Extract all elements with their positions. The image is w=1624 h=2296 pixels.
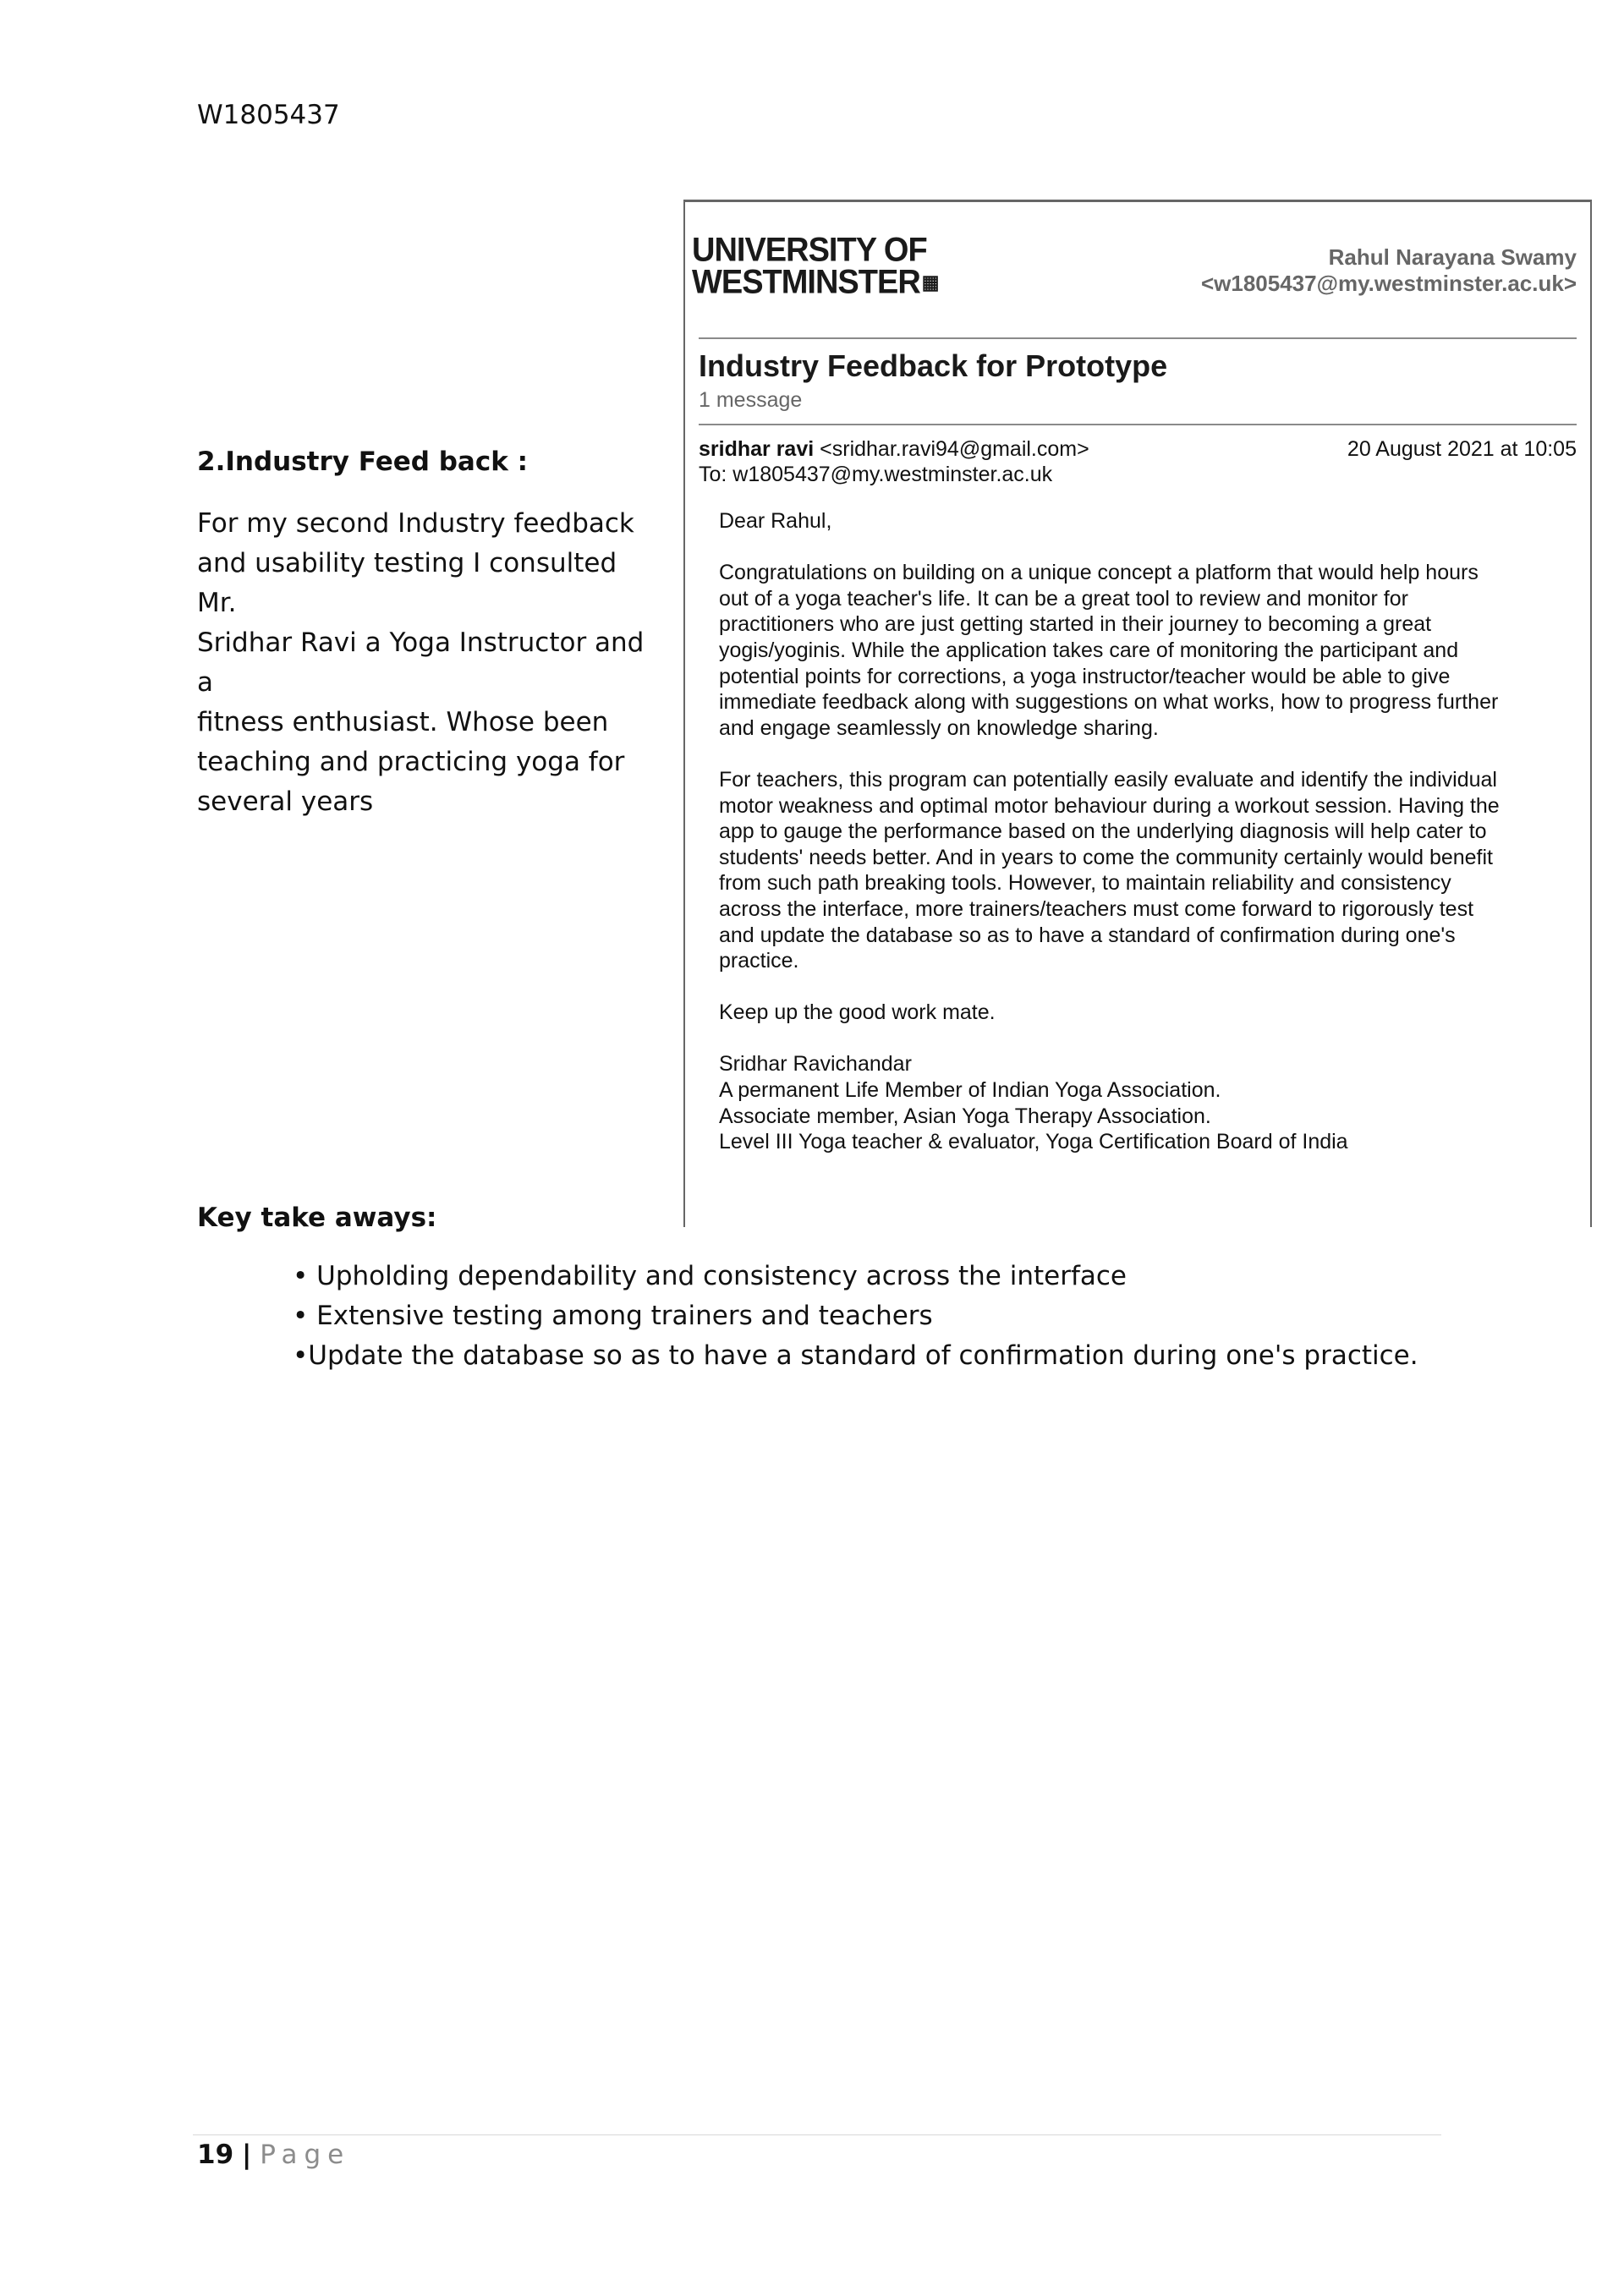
intro-line: several years (197, 786, 374, 817)
body-paragraph-2: For teachers, this program can potentially easily evaluate and identify the individual motor weakness and optimal motor behaviour during a workout session. Having the app to gauge the performance based on the underlying diagnosis will help cater to students' needs better. And in years to come the community certainly would benefit from such path breaking tools. However, to maintain reliability and consistency across the interface, more trainers/teachers must come forward to rigorously test and update the database so as to have a standard of confirmation during one's practice. (719, 767, 1500, 973)
email-subject: Industry Feedback for Prototype (699, 348, 1168, 383)
from-email: <sridhar.ravi94@gmail.com> (820, 437, 1089, 461)
signature (719, 1051, 1573, 1154)
signature-line: Sridhar Ravichandar (719, 1052, 912, 1077)
divider (699, 337, 1577, 339)
logo-line-2: WESTMINSTER▦ (692, 263, 940, 302)
logo-mark-icon: ▦ (921, 271, 940, 293)
divider (699, 424, 1577, 425)
page-number: 19 (197, 2140, 234, 2170)
recipient-email: <w1805437@my.westminster.ac.uk> (1200, 271, 1577, 296)
body-paragraph-1: Congratulations on building on a unique concept a platform that would help hours out of a yoga teacher's life. It can be a great tool to review and monitor for practitioners who are just getting started in their journey to becoming a great yogis/yoginis. While the application takes care of monitoring the participant and potential points for corrections, a yoga instructor/teacher would be able to give immediate feedback along with suggestions on what works, how to progress further and engage seamlessly on knowledge sharing. (719, 561, 1499, 740)
greeting: Dear Rahul, (719, 509, 832, 533)
intro-paragraph (197, 504, 654, 822)
message-count: 1 message (699, 388, 803, 412)
intro-line: For my second Industry feedback (197, 508, 634, 539)
email-date: 20 August 2021 at 10:05 (1347, 437, 1577, 461)
intro-line: fitness enthusiast. Whose been (197, 707, 609, 737)
signature-line: Level III Yoga teacher & evaluator, Yoga Certification Board of India (719, 1130, 1348, 1154)
list-item: • Extensive testing among trainers and teachers (293, 1301, 933, 1331)
document-id: W1805437 (197, 100, 340, 130)
logo-line-1: UNIVERSITY OF (692, 231, 927, 270)
intro-line: Sridhar Ravi a Yoga Instructor and a (197, 627, 645, 698)
footer-separator: | (242, 2140, 252, 2170)
recipient-name: Rahul Narayana Swamy (1328, 244, 1577, 270)
page-label: Page (260, 2140, 351, 2170)
university-logo (692, 231, 940, 302)
email-body (719, 508, 1573, 1155)
signature-line: A permanent Life Member of Indian Yoga Association. (719, 1078, 1221, 1103)
list-item: •Update the database so as to have a standard of confirmation during one's practice. (293, 1340, 1418, 1371)
from-line (699, 437, 1089, 462)
to-line: To: w1805437@my.westminster.ac.uk (699, 463, 1053, 486)
takeaways-list (293, 1257, 1418, 1376)
list-item: • Upholding dependability and consistency across the interface (293, 1261, 1127, 1291)
email-screenshot (683, 200, 1592, 1227)
closing-line: Keep up the good work mate. (719, 1000, 996, 1025)
page-footer (197, 2140, 350, 2170)
takeaways-heading: Key take aways: (197, 1203, 437, 1233)
from-name: sridhar ravi (699, 437, 815, 461)
intro-line: teaching and practicing yoga for (197, 747, 625, 777)
intro-line: and usability testing I consulted Mr. (197, 548, 617, 618)
footer-divider (193, 2134, 1441, 2135)
signature-line: Associate member, Asian Yoga Therapy Association. (719, 1104, 1211, 1128)
section-heading: 2.Industry Feed back : (197, 447, 529, 477)
